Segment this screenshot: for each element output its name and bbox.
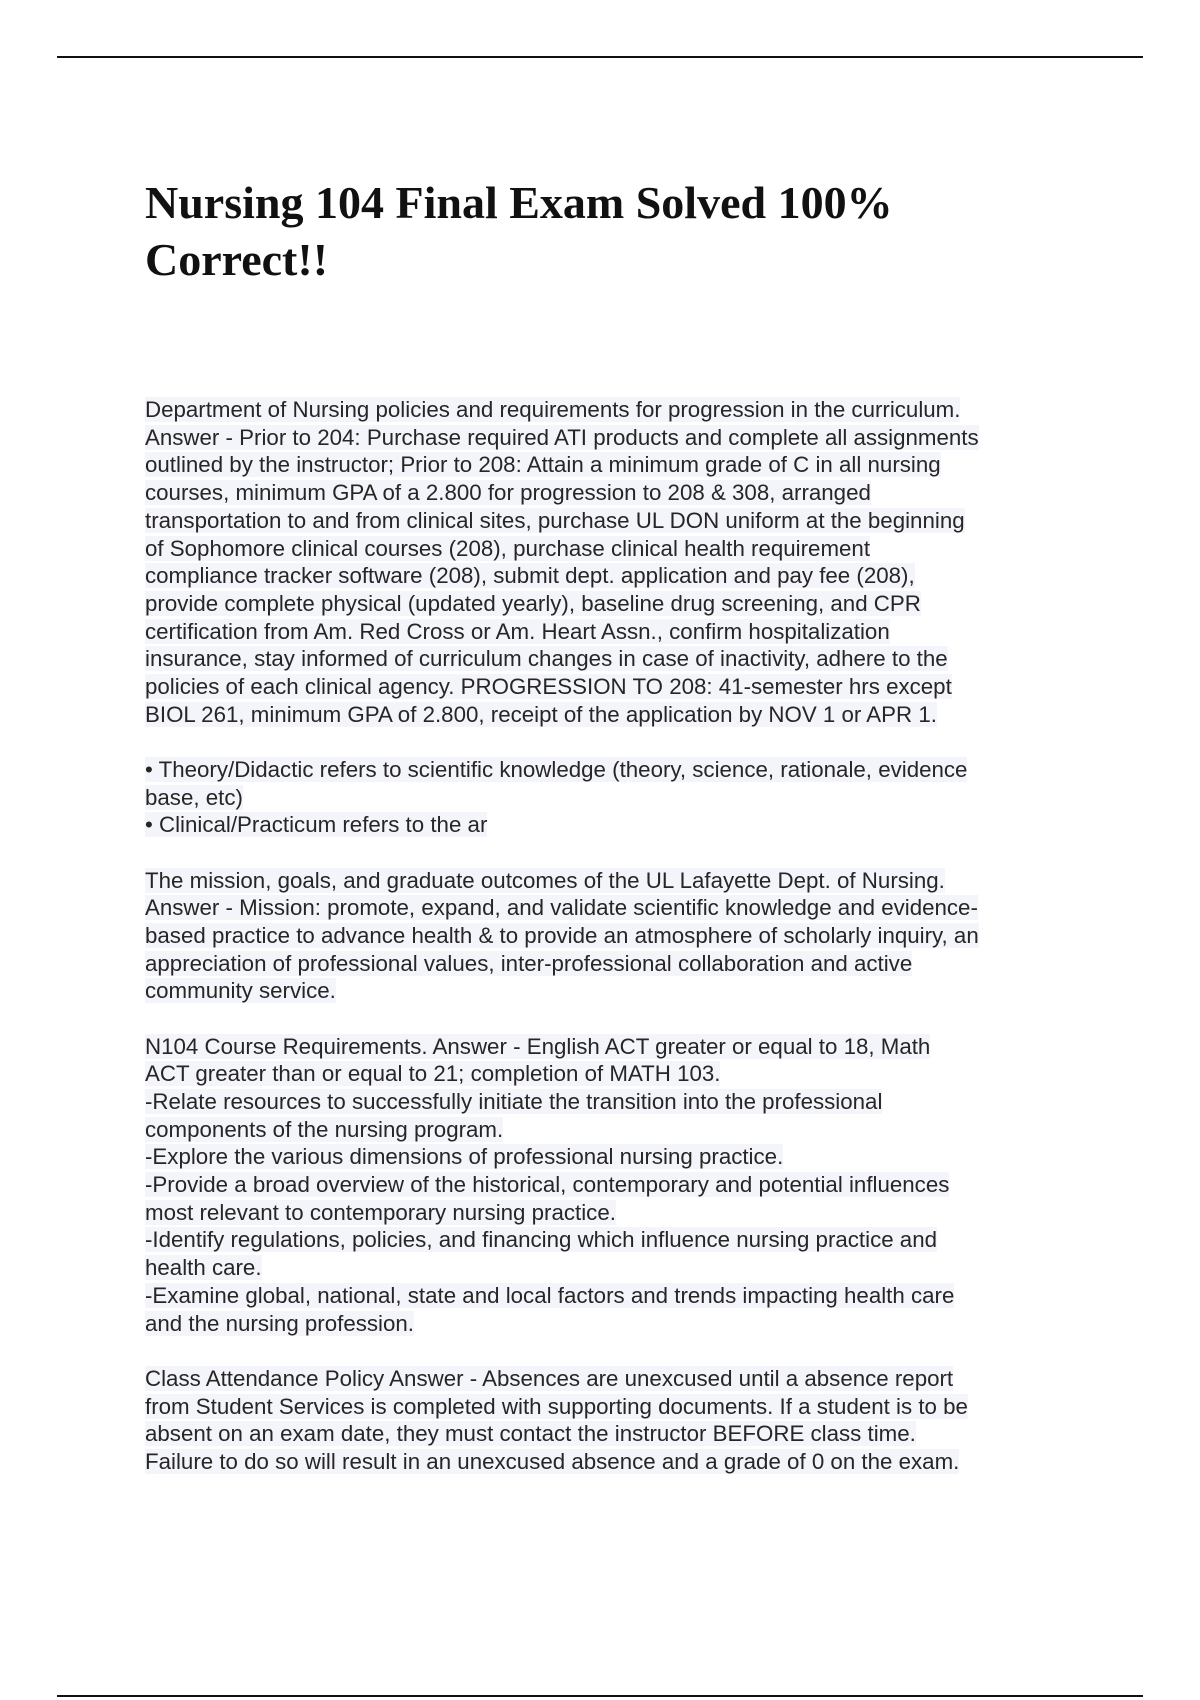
line-text: absent on an exam date, they must contact the instructor BEFORE class time. <box>145 1421 916 1447</box>
text-line <box>145 1143 1075 1171</box>
text-line <box>145 977 1075 1005</box>
text-line <box>145 701 1075 729</box>
line-text: compliance tracker software (208), submit dept. application and pay fee (208), <box>145 563 915 589</box>
text-line <box>145 1310 1075 1338</box>
text-line <box>145 1116 1075 1144</box>
text-line <box>145 424 1075 452</box>
text-line <box>145 811 1075 839</box>
line-text: -Examine global, national, state and local factors and trends impacting health care <box>145 1282 955 1308</box>
text-line <box>145 535 1075 563</box>
line-text: courses, minimum GPA of a 2.800 for progression to 208 & 308, arranged <box>145 480 871 506</box>
text-line <box>145 1365 1075 1393</box>
text-line <box>145 1282 1075 1310</box>
line-text: Department of Nursing policies and requirements for progression in the curriculum. <box>145 397 961 422</box>
text-line <box>145 1420 1075 1448</box>
line-text: • Clinical/Practicum refers to the ar <box>145 812 488 838</box>
line-text: policies of each clinical agency. PROGRESSION TO 208: 41-semester hrs except <box>145 674 952 700</box>
line-text: Answer - Mission: promote, expand, and validate scientific knowledge and evidence- <box>145 895 978 921</box>
line-text: Class Attendance Policy Answer - Absences are unexcused until a absence report <box>145 1365 954 1391</box>
line-text: most relevant to contemporary nursing practice. <box>145 1199 616 1225</box>
line-text: components of the nursing program. <box>145 1116 504 1142</box>
line-text: Answer - Prior to 204: Purchase required ATI products and complete all assignments <box>145 424 979 450</box>
bottom-rule <box>57 1695 1143 1697</box>
text-line <box>145 1393 1075 1421</box>
line-text: of Sophomore clinical courses (208), purchase clinical health requirement <box>145 535 871 561</box>
text-line <box>145 618 1075 646</box>
line-text: base, etc) <box>145 784 243 810</box>
line-text: from Student Services is completed with supporting documents. If a student is to be <box>145 1393 968 1419</box>
title-line-1: Nursing 104 Final Exam Solved 100% <box>145 177 893 228</box>
document-body <box>145 396 1075 1503</box>
title-line-2: Correct!! <box>145 234 329 285</box>
text-line <box>145 950 1075 978</box>
text-line <box>145 1448 1075 1476</box>
line-text: Failure to do so will result in an unexcused absence and a grade of 0 on the exam. <box>145 1448 960 1474</box>
paragraph-1 <box>145 396 1075 728</box>
document-title <box>145 174 1075 288</box>
text-line <box>145 396 1075 424</box>
line-text: certification from Am. Red Cross or Am. Heart Assn., confirm hospitalization <box>145 618 890 644</box>
text-line <box>145 562 1075 590</box>
text-line <box>145 894 1075 922</box>
text-line <box>145 451 1075 479</box>
text-line <box>145 590 1075 618</box>
text-line <box>145 784 1075 812</box>
line-text: and the nursing profession. <box>145 1310 414 1336</box>
line-text: based practice to advance health & to provide an atmosphere of scholarly inquiry, an <box>145 922 979 948</box>
text-line <box>145 1088 1075 1116</box>
line-text: -Provide a broad overview of the historical, contemporary and potential influences <box>145 1172 950 1198</box>
line-text: -Relate resources to successfully initiate the transition into the professional <box>145 1088 883 1114</box>
text-line <box>145 673 1075 701</box>
paragraph-2 <box>145 756 1075 839</box>
text-line <box>145 1171 1075 1199</box>
line-text: -Identify regulations, policies, and financing which influence nursing practice and <box>145 1227 938 1253</box>
paragraph-5 <box>145 1365 1075 1476</box>
line-text: The mission, goals, and graduate outcomes of the UL Lafayette Dept. of Nursing. <box>145 867 945 893</box>
line-text: -Explore the various dimensions of professional nursing practice. <box>145 1144 784 1170</box>
text-line <box>145 867 1075 895</box>
line-text: provide complete physical (updated yearly), baseline drug screening, and CPR <box>145 590 921 616</box>
text-line <box>145 756 1075 784</box>
text-line <box>145 479 1075 507</box>
line-text: BIOL 261, minimum GPA of 2.800, receipt of the application by NOV 1 or APR 1. <box>145 701 937 727</box>
text-line <box>145 922 1075 950</box>
text-line <box>145 1254 1075 1282</box>
top-rule <box>57 56 1143 58</box>
line-text: health care. <box>145 1255 262 1281</box>
text-line <box>145 1033 1075 1061</box>
text-line <box>145 507 1075 535</box>
line-text: appreciation of professional values, inter-professional collaboration and active <box>145 950 913 976</box>
text-line <box>145 1226 1075 1254</box>
line-text: N104 Course Requirements. Answer - English ACT greater or equal to 18, Math <box>145 1033 931 1059</box>
line-text: transportation to and from clinical sites, purchase UL DON uniform at the beginning <box>145 507 965 533</box>
paragraph-3 <box>145 867 1075 1006</box>
line-text: outlined by the instructor; Prior to 208: Attain a minimum grade of C in all nursing <box>145 452 941 478</box>
text-line <box>145 1060 1075 1088</box>
text-line <box>145 1199 1075 1227</box>
text-line <box>145 645 1075 673</box>
line-text: insurance, stay informed of curriculum changes in case of inactivity, adhere to the <box>145 646 948 672</box>
line-text: ACT greater than or equal to 21; completion of MATH 103. <box>145 1061 721 1087</box>
line-text: • Theory/Didactic refers to scientific knowledge (theory, science, rationale, evidence <box>145 756 968 782</box>
line-text: community service. <box>145 978 336 1004</box>
paragraph-4 <box>145 1033 1075 1338</box>
